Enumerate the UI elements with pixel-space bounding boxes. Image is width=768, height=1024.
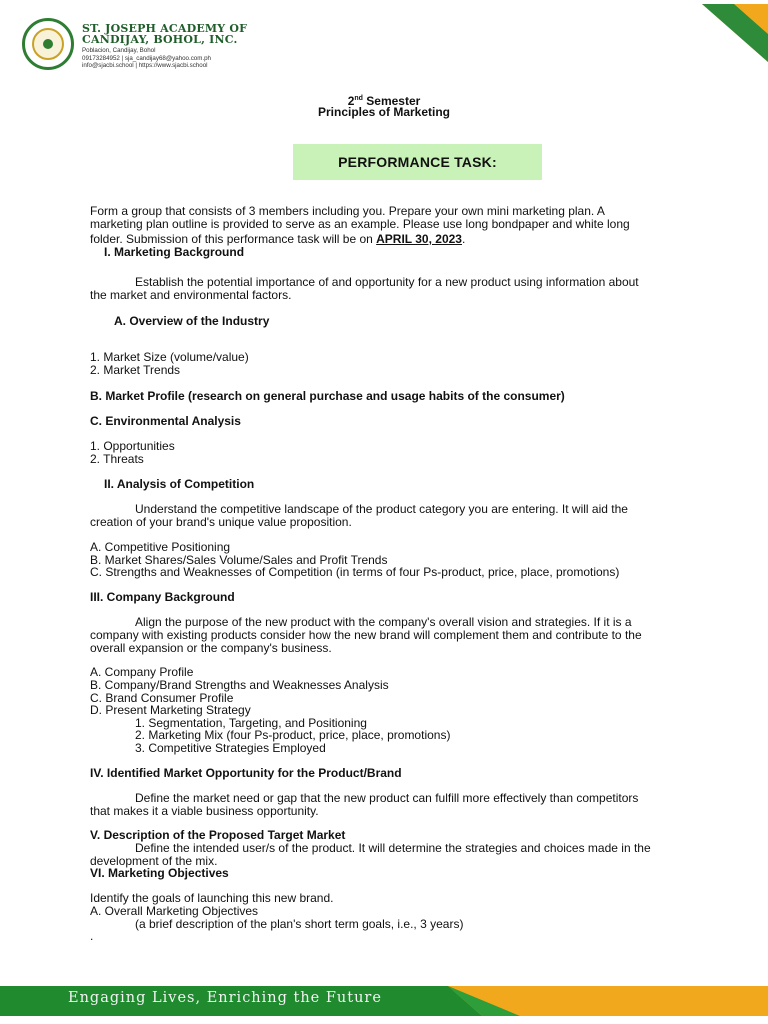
section-2-desc-line1: Understand the competitive landscape of the product category you are entering. It will aid the [135,502,628,516]
deadline-date: APRIL 30, 2023 [376,232,462,246]
section-1b-heading: B. Market Profile (research on general purchase and usage habits of the consumer) [90,389,565,403]
footer-tagline: Engaging Lives, Enriching the Future [68,990,382,1006]
letterhead [0,0,768,95]
intro-line-3-text: folder. Submission of this performance task will be on [90,232,377,246]
section-6-item-a-note: (a brief description of the plan's short term goals, i.e., 3 years) [135,917,464,931]
corner-decoration [668,0,768,95]
section-6-desc: Identify the goals of launching this new brand. [90,891,334,905]
section-2-item-a: A. Competitive Positioning [90,540,231,554]
section-4-desc-line1: Define the market need or gap that the new product can fulfill more effectively than competitors [135,791,639,805]
section-2-item-c: C. Strengths and Weaknesses of Competition (in terms of four Ps-product, price, place, promotions) [90,565,620,579]
section-1a-heading: A. Overview of the Industry [114,314,270,328]
section-5-heading: V. Description of the Proposed Target Market [90,828,346,842]
school-seal-logo [22,18,74,70]
section-3-item-d3: 3. Competitive Strategies Employed [135,741,326,755]
section-2-item-b: B. Market Shares/Sales Volume/Sales and Profit Trends [90,553,388,567]
school-contact-line1: 09173284952 | sja_candijay68@yahoo.com.ph [82,54,211,62]
intro-line-2: marketing plan outline is provided to serve as an example. Please use long bondpaper and white long [90,217,630,231]
section-3-heading: III. Company Background [90,590,235,604]
section-4-heading: IV. Identified Market Opportunity for the Product/Brand [90,766,402,780]
school-name-line1: ST. JOSEPH ACADEMY OF [82,22,248,35]
section-1-desc-line1: Establish the potential importance of and opportunity for a new product using information about [135,275,639,289]
school-contact-line2: info@sjacbi.school | https://www.sjacbi.school [82,62,208,69]
section-3-desc-line3: overall expansion or the company's business. [90,641,332,655]
school-address: Poblacion, Candijay, Bohol [82,47,156,54]
section-1c-item-1: 1. Opportunities [90,439,175,453]
intro-line-1: Form a group that consists of 3 members including you. Prepare your own mini marketing plan. A [90,204,605,218]
trailing-period: . [90,929,94,943]
section-3-item-b: B. Company/Brand Strengths and Weaknesses Analysis [90,678,389,692]
section-6-heading: VI. Marketing Objectives [90,866,229,880]
section-1a-item-2: 2. Market Trends [90,363,181,377]
school-name [82,23,247,45]
school-name-line2: CANDIJAY, BOHOL, INC. [82,33,238,46]
section-3-item-a: A. Company Profile [90,665,194,679]
section-6-item-a: A. Overall Marketing Objectives [90,904,259,918]
section-5-desc-line1: Define the intended user/s of the product. It will determine the strategies and choices made in the [135,841,651,855]
section-3-item-c: C. Brand Consumer Profile [90,691,234,705]
section-5-desc-line2: development of the mix. [90,854,218,868]
section-4-desc-line2: that makes it a viable business opportunity. [90,804,319,818]
school-contact-info [82,47,211,70]
subject-title: Principles of Marketing [317,105,451,119]
section-2-heading: II. Analysis of Competition [104,477,255,491]
semester-word: Semester [362,94,421,108]
section-1c-heading: C. Environmental Analysis [90,414,241,428]
section-1-heading: I. Marketing Background [104,245,245,259]
intro-line-3-end: . [461,232,466,246]
section-3-item-d: D. Present Marketing Strategy [90,703,251,717]
section-1a-item-1: 1. Market Size (volume/value) [90,350,249,364]
section-3-item-d2: 2. Marketing Mix (four Ps-product, price, place, promotions) [135,728,451,742]
semester-number: 2 [347,94,355,108]
section-3-desc-line1: Align the purpose of the new product with the company's overall vision and strategies. If it is a [135,615,632,629]
performance-task-banner: PERFORMANCE TASK: [293,144,542,180]
section-1-desc-line2: the market and environmental factors. [90,288,292,302]
section-2-desc-line2: creation of your brand's unique value proposition. [90,515,352,529]
seal-inner-ring [32,28,64,60]
section-3-item-d1: 1. Segmentation, Targeting, and Positioning [135,716,367,730]
section-1c-item-2: 2. Threats [90,452,144,466]
section-3-desc-line2: company with existing products consider how the new brand will complement them and contribute to the [90,628,642,642]
semester-ordinal: nd [354,95,363,102]
seal-emblem [43,39,53,49]
